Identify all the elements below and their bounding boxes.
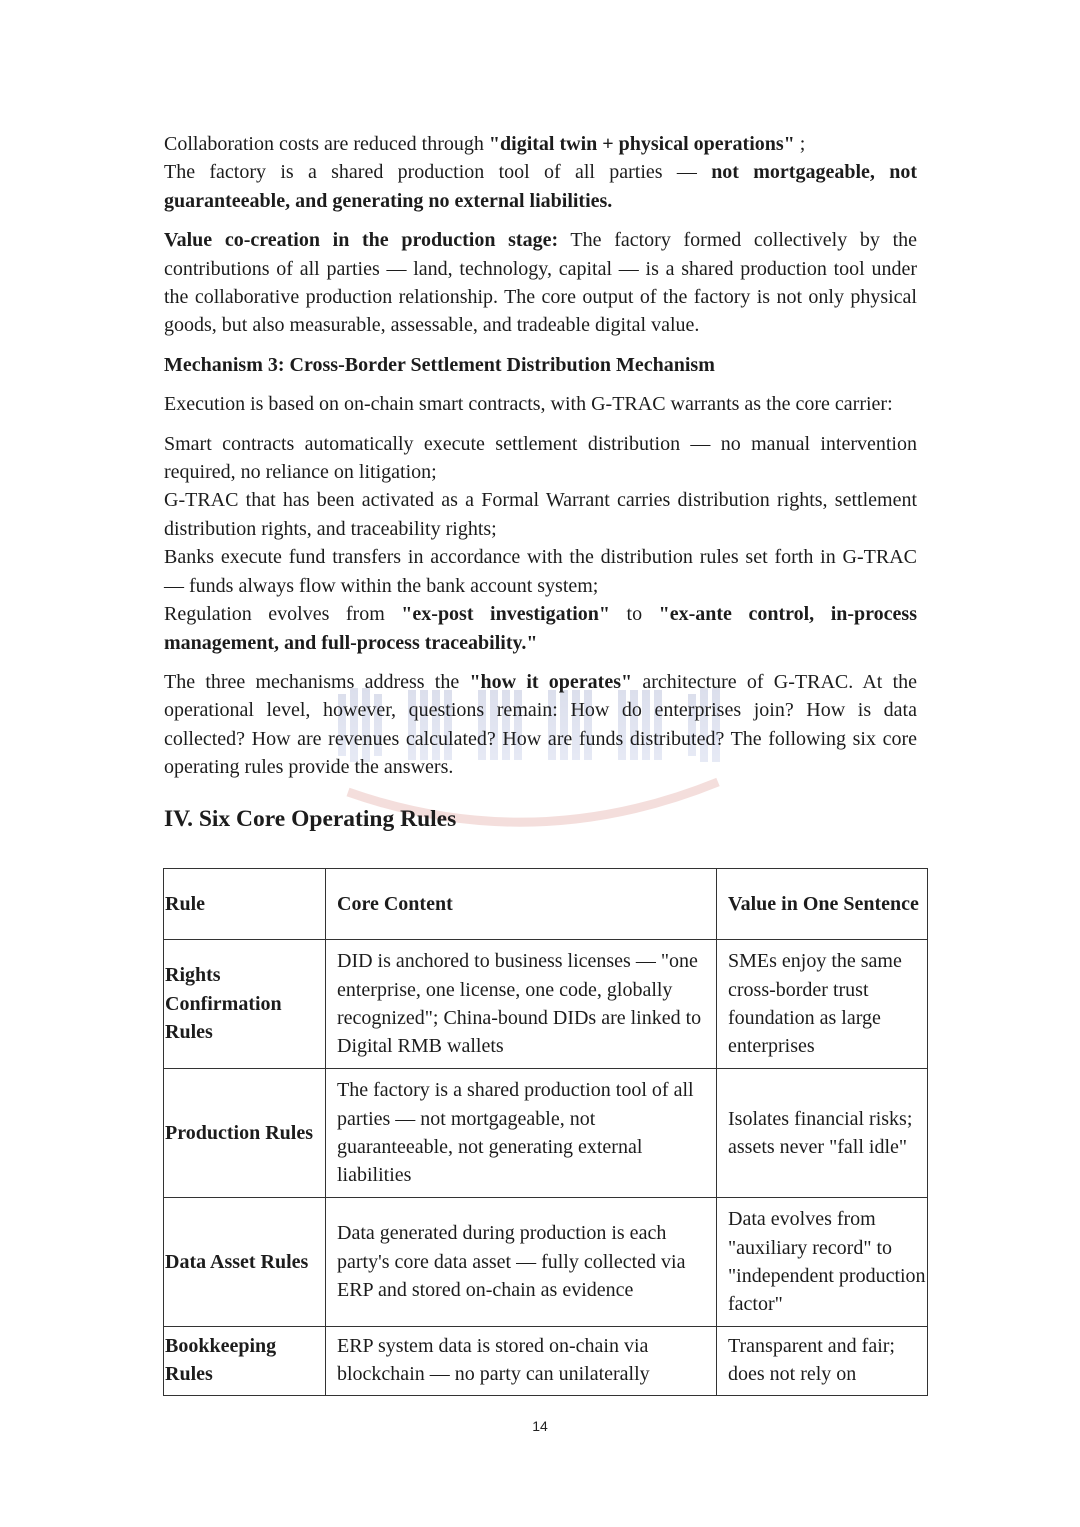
rule-name-cell: Data Asset Rules	[164, 1198, 326, 1327]
table-row	[164, 1069, 928, 1198]
core-content-cell: DID is anchored to business licenses — "one enterprise, one license, one code, globally recognized"; China-bound DIDs are linked to Digital RMB wallets	[326, 940, 717, 1069]
value-cell: SMEs enjoy the same cross-border trust foundation as large enterprises	[717, 940, 928, 1069]
value-cell: Transparent and fair; does not rely on	[717, 1327, 928, 1396]
table-header-row	[164, 869, 928, 940]
mechanism-3-lead: Execution is based on on-chain smart contracts, with G-TRAC warrants as the core carrier:	[164, 393, 893, 416]
rule-name-cell: Rights Confirmation Rules	[164, 940, 326, 1069]
table-header-cell: Rule	[164, 869, 326, 940]
table-row	[164, 1327, 928, 1396]
rule-name-cell: Bookkeeping Rules	[164, 1327, 326, 1396]
section-title: IV. Six Core Operating Rules	[164, 805, 457, 832]
table-header-cell: Core Content	[326, 869, 717, 940]
core-content-cell: The factory is a shared production tool of all parties — not mortgageable, not guaranteeable, not generating external liabilities	[326, 1069, 717, 1198]
mechanism-3-heading: Mechanism 3: Cross-Border Settlement Distribution Mechanism	[164, 353, 715, 376]
rules-table	[163, 868, 928, 1396]
core-content-cell: Data generated during production is each party's core data asset — fully collected via ERP and stored on-chain as evidence	[326, 1198, 717, 1327]
intro-paragraph-1: Collaboration costs are reduced through "digital twin + physical operations" ;	[164, 133, 806, 155]
table-row	[164, 1198, 928, 1327]
intro-paragraph-2: The factory is a shared production tool of all parties — not mortgageable, not guaranteeable, and generating no external liabilities.	[164, 161, 917, 212]
value-cell: Data evolves from "auxiliary record" to "independent production factor"	[717, 1198, 928, 1327]
core-content-cell: ERP system data is stored on-chain via blockchain — no party can unilaterally	[326, 1327, 717, 1396]
rule-name-cell: Production Rules	[164, 1069, 326, 1198]
value-cocreation-paragraph: Value co-creation in the production stage: The factory formed collectively by the contributions of all parties — land, technology, capital — is a shared production tool under the collaborative production relationship. The core output of the factory is not only physical goods, but also measurable, assessable, and tradeable digital value.	[164, 229, 917, 337]
page-body	[164, 130, 917, 846]
mechanism-3-item-1: Smart contracts automatically execute settlement distribution — no manual intervention required, no reliance on litigation;	[164, 432, 917, 484]
mechanism-3-item-3: Banks execute fund transfers in accordance with the distribution rules set forth in G-TRAC — funds always flow within the bank account system;	[164, 546, 917, 597]
page-number: 14	[532, 1418, 548, 1434]
value-cell: Isolates financial risks; assets never "fall idle"	[717, 1069, 928, 1198]
table-row	[164, 940, 928, 1069]
mechanism-3-item-2: G-TRAC that has been activated as a Formal Warrant carries distribution rights, settlement distribution rights, and traceability rights;	[164, 489, 917, 540]
mechanism-3-item-4: Regulation evolves from "ex-post investigation" to "ex-ante control, in-process management, and full-process traceability."	[164, 603, 917, 654]
summary-paragraph: The three mechanisms address the "how it operates" architecture of G-TRAC. At the operational level, however, questions remain: How do enterprises join? How is data collected? How are revenues calculated? How are funds distributed? The following six core operating rules provide the answers.	[164, 670, 918, 779]
table-header-cell: Value in One Sentence	[717, 869, 928, 940]
